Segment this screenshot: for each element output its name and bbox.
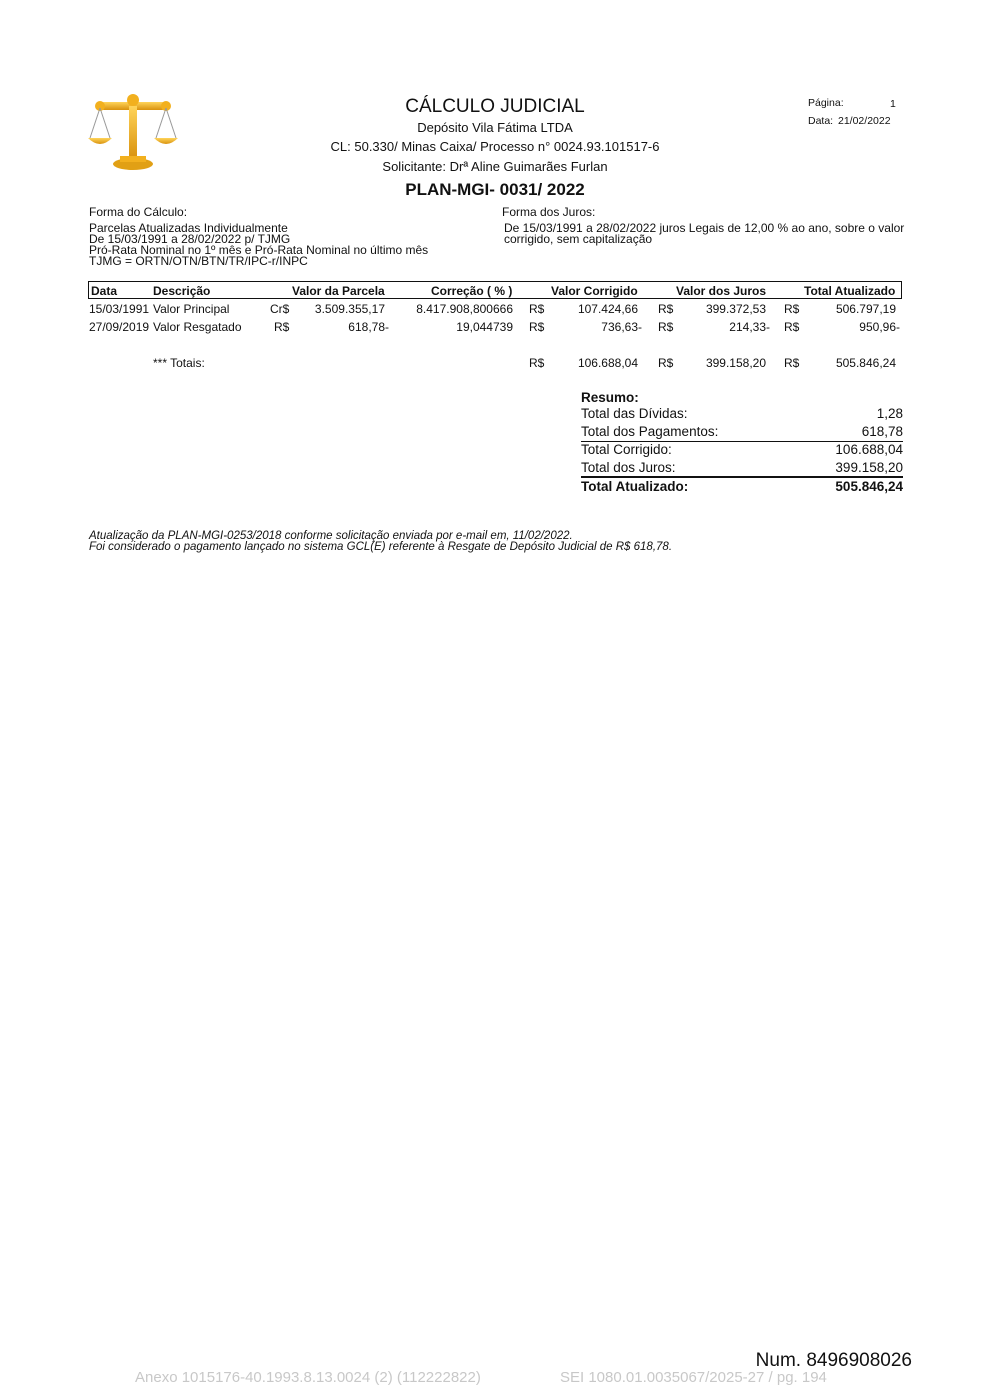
cell-moeda-parcela: Cr$ (270, 302, 290, 316)
resumo-title: Resumo: (581, 390, 639, 405)
col-header-valor-parcela: Valor da Parcela (292, 284, 385, 298)
forma-calculo-line: De 15/03/1991 a 28/02/2022 p/ TJMG (89, 232, 291, 246)
table-row (0, 320, 989, 336)
cell-valor-parcela: 3.509.355,17 (314, 302, 385, 316)
resumo-value: 1,28 (876, 406, 903, 421)
resumo-total-pagamentos (581, 424, 903, 442)
plan-number: PLAN-MGI- 0031/ 2022 (405, 180, 585, 199)
cell-moeda-total: R$ (784, 302, 800, 316)
document-title: CÁLCULO JUDICIAL (405, 96, 585, 117)
cell-descricao: Valor Principal (153, 302, 230, 316)
resumo-label: Total Corrigido: (581, 442, 672, 457)
resumo-value: 399.158,20 (835, 460, 903, 475)
totals-valor-corrigido: 106.688,04 (577, 356, 638, 370)
resumo-label: Total dos Juros: (581, 460, 676, 475)
resumo-value: 618,78 (861, 424, 903, 439)
forma-calculo-line: Parcelas Atualizadas Individualmente (89, 221, 288, 235)
totals-moeda-total: R$ (784, 356, 800, 370)
totals-row (0, 356, 989, 372)
cell-moeda-corrigido: R$ (529, 302, 545, 316)
totals-total: 505.846,24 (835, 356, 896, 370)
date-value: 21/02/2022 (838, 115, 891, 127)
resumo-label: Total Atualizado: (581, 479, 689, 494)
sei-reference: SEI 1080.01.0035067/2025-27 / pg. 194 (560, 1369, 827, 1386)
page-label: Página: (808, 97, 844, 109)
company-name: Depósito Vila Fátima LTDA (417, 120, 573, 135)
forma-calculo-text (89, 223, 428, 267)
forma-calculo-line: TJMG = ORTN/OTN/BTN/TR/IPC-r/INPC (89, 254, 308, 268)
cell-moeda-juros: R$ (658, 302, 674, 316)
totals-valor-juros: 399.158,20 (705, 356, 766, 370)
col-header-total-atualizado: Total Atualizado (804, 284, 896, 298)
cell-valor-parcela: 618,78- (348, 320, 389, 334)
resumo-value: 106.688,04 (835, 442, 903, 457)
forma-juros-text (504, 223, 914, 245)
totals-label: *** Totais: (153, 356, 205, 370)
col-header-valor-corrigido: Valor Corrigido (551, 284, 638, 298)
resumo-total-juros (581, 460, 903, 478)
cell-valor-corrigido: 736,63- (601, 320, 642, 334)
cell-data: 15/03/1991 (89, 302, 150, 316)
totals-moeda-juros: R$ (658, 356, 674, 370)
resumo-total-dividas (581, 406, 903, 423)
note-line: Atualização da PLAN-MGI-0253/2018 conforme solicitação enviada por e-mail em, 11/02/2022. (89, 530, 573, 542)
cell-moeda-parcela: R$ (274, 320, 290, 334)
scales-of-justice-icon (86, 94, 182, 174)
col-header-descricao: Descrição (153, 284, 211, 298)
process-line: CL: 50.330/ Minas Caixa/ Processo n° 0024.93.101517-6 (330, 139, 660, 154)
table-row (0, 302, 989, 318)
notes (89, 531, 909, 553)
cell-moeda-total: R$ (784, 320, 800, 334)
cell-data: 27/09/2019 (89, 320, 150, 334)
cell-total: 506.797,19 (835, 302, 896, 316)
date-label: Data: (808, 115, 834, 127)
cell-valor-corrigido: 107.424,66 (577, 302, 638, 316)
cell-descricao: Valor Resgatado (153, 320, 242, 334)
anexo-reference: Anexo 1015176-40.1993.8.13.0024 (2) (112222822) (135, 1369, 481, 1386)
document-num: Num. 8496908026 (755, 1350, 912, 1371)
requester-line: Solicitante: Drª Aline Guimarães Furlan (382, 159, 608, 174)
col-header-data: Data (91, 284, 118, 298)
cell-total: 950,96- (859, 320, 900, 334)
cell-moeda-corrigido: R$ (529, 320, 545, 334)
col-header-valor-juros: Valor dos Juros (676, 284, 767, 298)
resumo-value: 505.846,24 (835, 479, 903, 494)
cell-correcao: 19,044739 (456, 320, 513, 334)
page-number: 1 (890, 98, 896, 110)
totals-moeda-corrigido: R$ (529, 356, 545, 370)
cell-correcao: 8.417.908,800666 (416, 302, 513, 316)
resumo-label: Total das Dívidas: (581, 406, 688, 421)
forma-juros-line: corrigido, sem capitalização (504, 232, 653, 246)
resumo-label: Total dos Pagamentos: (581, 424, 719, 439)
cell-valor-juros: 399.372,53 (705, 302, 766, 316)
forma-calculo-line: Pró-Rata Nominal no 1º mês e Pró-Rata Nominal no último mês (89, 243, 429, 257)
forma-juros-label: Forma dos Juros: (502, 205, 596, 219)
resumo-total-corrigido (581, 442, 903, 459)
note-line: Foi considerado o pagamento lançado no sistema GCL(E) referente à Resgate de Depósito Judicial de R$ 618,78. (89, 541, 673, 553)
col-header-correcao: Correção ( % ) (431, 284, 513, 298)
cell-valor-juros: 214,33- (729, 320, 770, 334)
resumo-total-atualizado (581, 479, 903, 496)
table-header (88, 281, 902, 299)
forma-calculo-label: Forma do Cálculo: (89, 205, 188, 219)
logo (86, 94, 182, 174)
forma-juros-line: De 15/03/1991 a 28/02/2022 juros Legais de 12,00 % ao ano, sobre o valor (504, 221, 905, 235)
cell-moeda-juros: R$ (658, 320, 674, 334)
